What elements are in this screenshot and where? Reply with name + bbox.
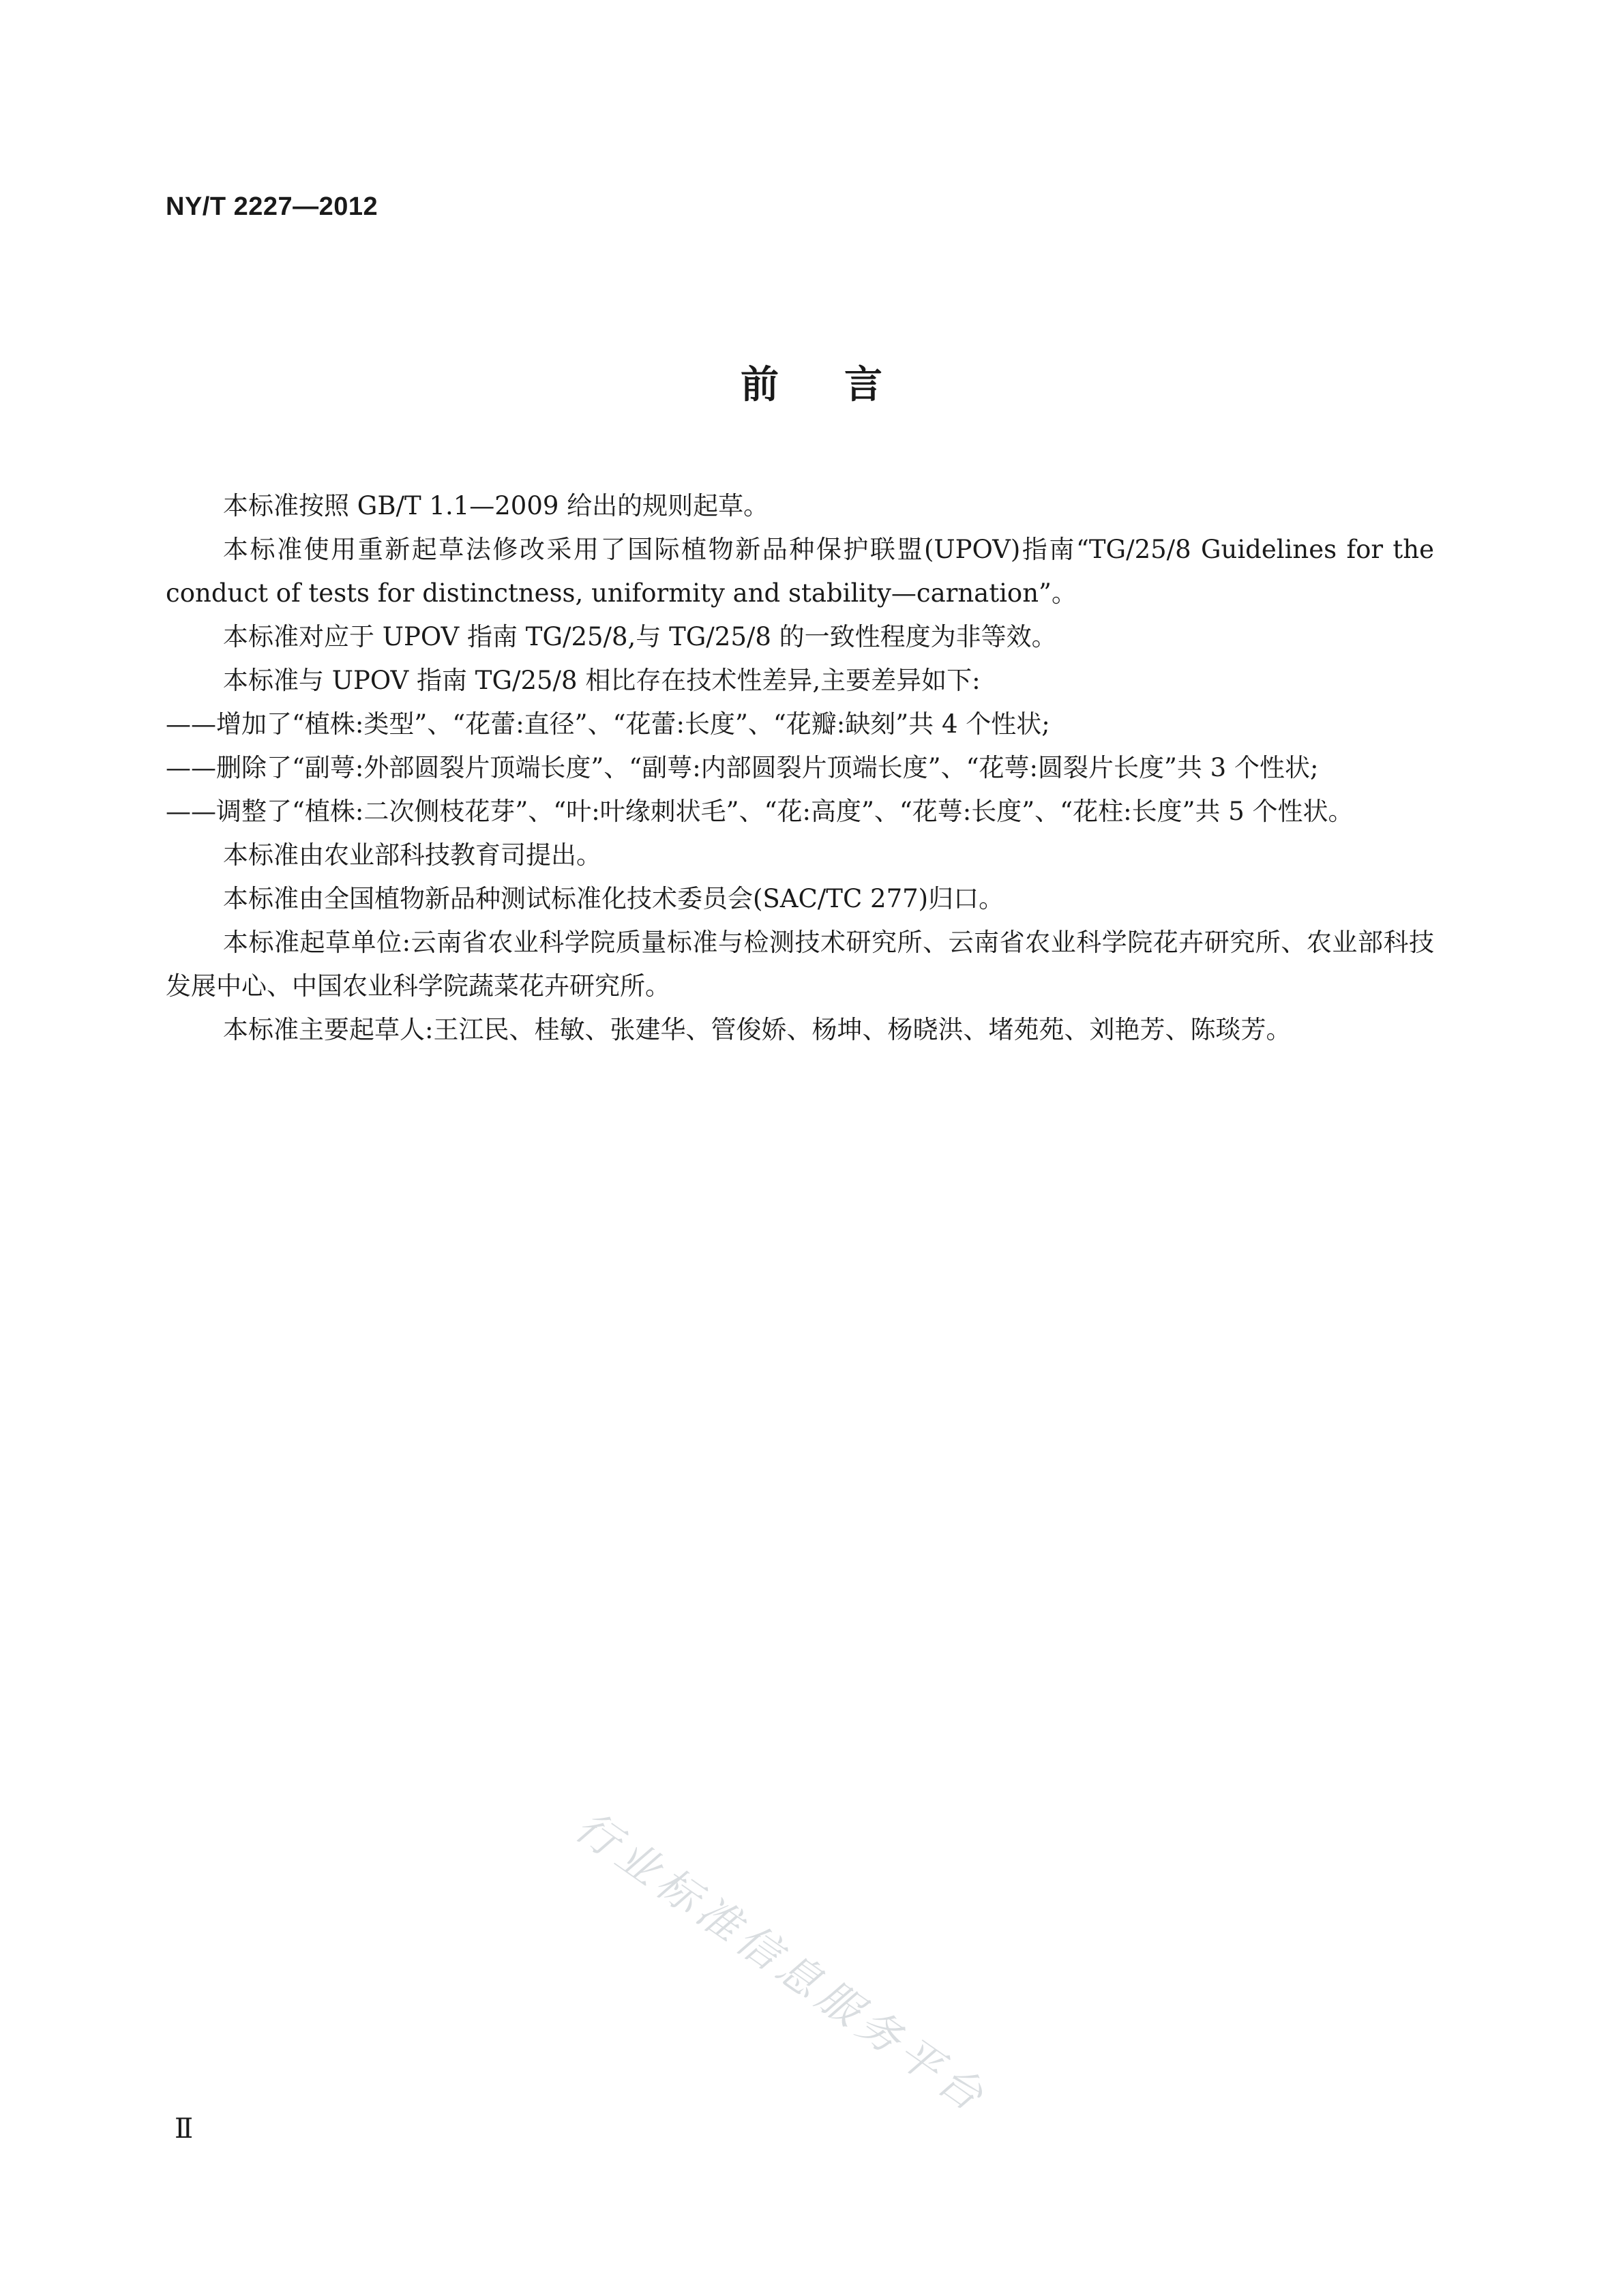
paragraph-consistency: 本标准对应于 UPOV 指南 TG/25/8,与 TG/25/8 的一致性程度为非等效。 bbox=[223, 622, 1057, 651]
foreword-body bbox=[166, 484, 1434, 1052]
list-item-added: ——增加了“植株:类型”、“花蕾:直径”、“花蕾:长度”、“花瓣:缺刻”共 4 个性状; bbox=[166, 709, 1050, 739]
standard-code: NY/T 2227—2012 bbox=[166, 192, 378, 221]
paragraph-differences-intro: 本标准与 UPOV 指南 TG/25/8 相比存在技术性差异,主要差异如下: bbox=[223, 666, 981, 695]
watermark: 行业标准信息服务平台 bbox=[566, 1801, 998, 2124]
page-number: Ⅱ bbox=[175, 2113, 194, 2145]
paragraph-proposer: 本标准由农业部科技教育司提出。 bbox=[223, 840, 601, 870]
paragraph-upov-adoption: 本标准使用重新起草法修改采用了国际植物新品种保护联盟(UPOV)指南“TG/25/8 Guidelines for the conduct of tests for distinctness, uniformity and stability—carnation”。 bbox=[166, 535, 1434, 608]
paragraph-drafting-units: 本标准起草单位:云南省农业科学院质量标准与检测技术研究所、云南省农业科学院花卉研究所、农业部科技发展中心、中国农业科学院蔬菜花卉研究所。 bbox=[166, 928, 1434, 1001]
page-title: 前言 bbox=[741, 363, 948, 407]
paragraph-centralized: 本标准由全国植物新品种测试标准化技术委员会(SAC/TC 277)归口。 bbox=[223, 884, 1004, 913]
paragraph-drafting-rules: 本标准按照 GB/T 1.1—2009 给出的规则起草。 bbox=[223, 491, 769, 520]
list-item-adjusted: ——调整了“植株:二次侧枝花芽”、“叶:叶缘刺状毛”、“花:高度”、“花萼:长度”、“花柱:长度”共 5 个性状。 bbox=[166, 797, 1354, 826]
list-item-deleted: ——删除了“副萼:外部圆裂片顶端长度”、“副萼:内部圆裂片顶端长度”、“花萼:圆裂片长度”共 3 个性状; bbox=[166, 753, 1319, 782]
paragraph-drafters: 本标准主要起草人:王江民、桂敏、张建华、管俊娇、杨坤、杨晓洪、堵苑苑、刘艳芳、陈琰芳。 bbox=[223, 1015, 1292, 1044]
